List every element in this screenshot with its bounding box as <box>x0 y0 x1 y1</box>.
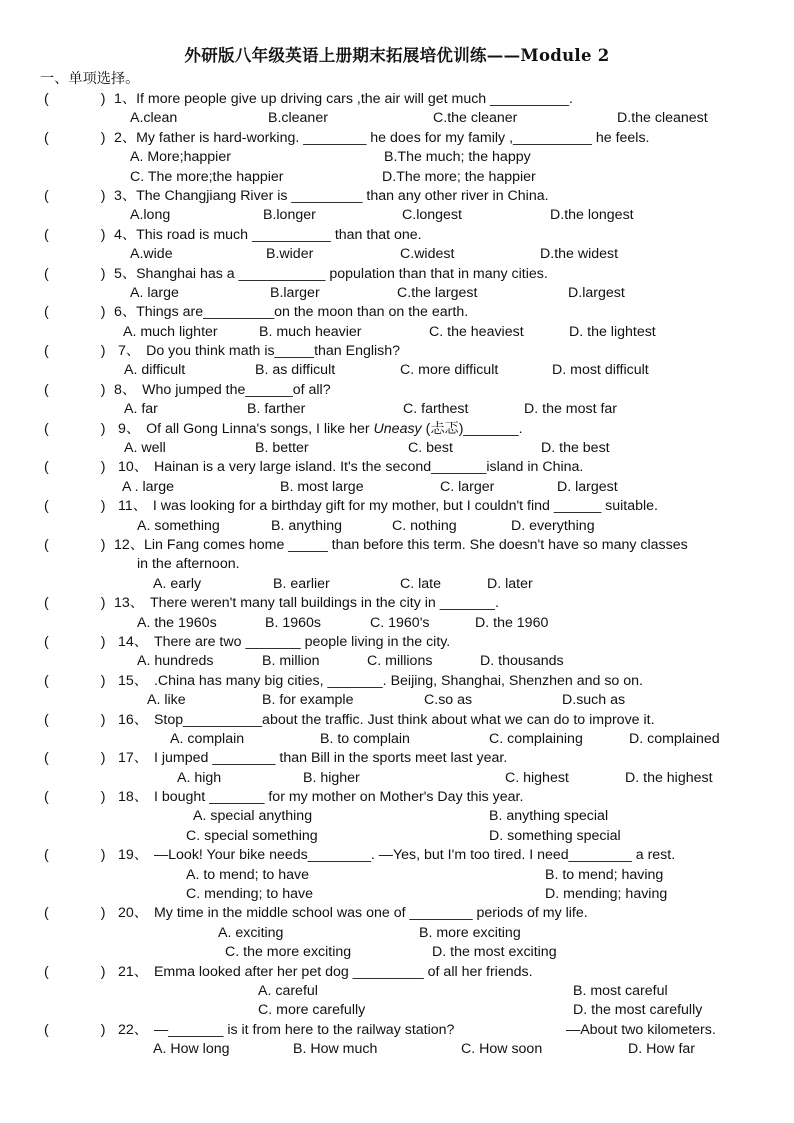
answer-option[interactable]: B. anything special <box>489 808 609 825</box>
question-item <box>0 226 794 265</box>
question-stem <box>114 536 688 555</box>
answer-option[interactable]: B. to mend; having <box>545 866 664 883</box>
question-text: .China has many big cities, _______. Beijing, Shanghai, Shenzhen and so on. <box>153 672 643 689</box>
options-row <box>0 652 794 671</box>
answer-option[interactable]: B. as difficult <box>255 362 336 379</box>
bracket-open: ( <box>44 595 49 612</box>
answer-bracket[interactable] <box>44 633 105 652</box>
question-item <box>0 536 794 594</box>
answer-option[interactable]: D.The more; the happier <box>382 168 536 185</box>
question-text: —_______ is it from here to the railway station? <box>153 1021 455 1038</box>
options-row <box>0 866 794 885</box>
question-item <box>0 90 794 129</box>
answer-option[interactable]: C. How soon <box>461 1041 543 1058</box>
question-text: The Changjiang River is _________ than any other river in China. <box>136 187 549 204</box>
question-text: My time in the middle school was one of ________ periods of my life. <box>153 905 588 922</box>
bracket-open: ( <box>44 672 49 689</box>
question-stem <box>114 265 548 284</box>
answer-option[interactable]: A. the 1960s <box>137 614 217 631</box>
question-text: I bought _______ for my mother on Mother's Day this year. <box>153 789 524 806</box>
answer-option[interactable]: D.the cleanest <box>617 110 708 127</box>
question-number: 8、 <box>114 381 137 398</box>
answer-option[interactable]: A.wide <box>130 246 173 263</box>
question-stem <box>118 749 507 768</box>
answer-option[interactable]: A. More;happier <box>130 149 231 166</box>
answer-option[interactable]: C. 1960's <box>370 614 430 631</box>
answer-bracket[interactable] <box>44 226 105 245</box>
answer-bracket[interactable] <box>44 711 105 730</box>
answer-bracket[interactable] <box>44 458 105 477</box>
answer-option[interactable]: A. large <box>130 284 179 301</box>
answer-option[interactable]: D. mending; having <box>545 886 668 903</box>
answer-option[interactable]: A. like <box>147 692 186 709</box>
answer-option[interactable]: C. special something <box>186 827 318 844</box>
question-list <box>0 90 794 1060</box>
question-number: 19、 <box>118 847 148 864</box>
answer-option[interactable]: D. the 1960 <box>475 614 549 631</box>
bracket-close: ) <box>100 633 106 650</box>
question-text: This road is much __________ than that one. <box>136 226 422 243</box>
bracket-close: ) <box>100 226 106 243</box>
question-stem <box>118 672 643 691</box>
question-number: 2、 <box>114 129 137 146</box>
song-title: Uneasy <box>373 420 422 437</box>
bracket-close: ) <box>100 129 106 146</box>
answer-option[interactable]: A. complain <box>170 730 245 747</box>
answer-bracket[interactable] <box>44 129 105 148</box>
answer-bracket[interactable] <box>44 497 105 516</box>
bracket-open: ( <box>44 847 49 864</box>
question-stem <box>114 381 331 400</box>
question-stem <box>118 497 658 516</box>
question-item <box>0 594 794 633</box>
answer-option[interactable]: D. How far <box>628 1041 696 1058</box>
bracket-close: ) <box>100 595 106 612</box>
question-number: 5、 <box>114 265 137 282</box>
question-item <box>0 711 794 750</box>
question-number: 9、 <box>118 420 141 437</box>
bracket-open: ( <box>44 129 49 146</box>
question-number: 7、 <box>118 343 141 360</box>
question-item <box>0 846 794 904</box>
answer-option[interactable]: B. anything <box>271 517 342 534</box>
answer-option[interactable]: D. the highest <box>625 769 713 786</box>
question-stem <box>118 904 588 923</box>
bracket-close: ) <box>100 536 106 553</box>
answer-bracket[interactable] <box>44 187 105 206</box>
question-number: 18、 <box>118 789 148 806</box>
answer-option[interactable]: A . large <box>122 478 175 495</box>
question-item <box>0 303 794 342</box>
answer-option[interactable]: A. careful <box>258 982 318 999</box>
answer-option[interactable]: C.widest <box>400 246 455 263</box>
options-row <box>0 109 794 128</box>
options-row <box>0 924 794 943</box>
question-item <box>0 788 794 846</box>
bracket-close: ) <box>100 963 106 980</box>
bracket-open: ( <box>44 304 49 321</box>
answer-bracket[interactable] <box>44 788 105 807</box>
bracket-open: ( <box>44 498 49 515</box>
answer-option[interactable]: D.such as <box>562 692 626 709</box>
question-item <box>0 458 794 497</box>
question-text: Hainan is a very large island. It's the second_______island in China. <box>153 459 584 476</box>
options-row <box>0 691 794 710</box>
question-text: I was looking for a birthday gift for my mother, but I couldn't find ______ suitable. <box>152 498 658 515</box>
question-number: 11、 <box>118 498 147 515</box>
question-number: 20、 <box>118 905 148 922</box>
question-text: Do you think math is_____than English? <box>146 343 401 360</box>
bracket-open: ( <box>44 187 49 204</box>
answer-option[interactable]: C. complaining <box>489 730 583 747</box>
question-text: Emma looked after her pet dog _________ of all her friends. <box>153 963 533 980</box>
answer-option[interactable]: B. farther <box>247 401 306 418</box>
answer-option[interactable]: B.larger <box>270 284 320 301</box>
answer-option[interactable]: C. more carefully <box>258 1002 366 1019</box>
answer-option[interactable]: C. more difficult <box>400 362 499 379</box>
answer-option[interactable]: A. far <box>124 401 158 418</box>
bracket-open: ( <box>44 536 49 553</box>
options-row <box>0 361 794 380</box>
question-number: 12、 <box>114 536 144 553</box>
answer-option[interactable]: D. everything <box>511 517 595 534</box>
options-row <box>0 400 794 419</box>
answer-option[interactable]: D. thousands <box>480 653 564 670</box>
question-number: 21、 <box>118 963 148 980</box>
question-text: Things are_________on the moon than on the earth. <box>136 304 469 321</box>
question-stem <box>118 963 533 982</box>
question-item <box>0 420 794 459</box>
answer-option[interactable]: D. the most carefully <box>573 1002 703 1019</box>
options-row <box>0 1040 794 1059</box>
answer-option[interactable]: C. The more;the happier <box>130 168 284 185</box>
answer-option[interactable]: A. difficult <box>124 362 186 379</box>
answer-bracket[interactable] <box>44 1021 105 1040</box>
question-text: My father is hard-working. ________ he does for my family ,__________ he feels. <box>136 129 650 146</box>
question-stem <box>118 633 450 652</box>
answer-option[interactable]: B. earlier <box>273 575 330 592</box>
options-row <box>0 730 794 749</box>
answer-option[interactable]: B.cleaner <box>268 110 328 127</box>
options-row <box>0 885 794 904</box>
question-number: 16、 <box>118 711 148 728</box>
answer-option[interactable]: C. late <box>400 575 442 592</box>
options-row <box>0 769 794 788</box>
answer-option[interactable]: B. better <box>255 440 309 457</box>
bracket-close: ) <box>100 265 106 282</box>
question-item <box>0 129 794 187</box>
answer-option[interactable]: D.the longest <box>550 207 634 224</box>
answer-bracket[interactable] <box>44 904 105 923</box>
question-text: Shanghai has a ___________ population than that in many cities. <box>136 265 548 282</box>
answer-option[interactable]: B. million <box>262 653 320 670</box>
bracket-open: ( <box>44 711 49 728</box>
answer-bracket[interactable] <box>44 90 105 109</box>
answer-option[interactable]: A. to mend; to have <box>186 866 310 883</box>
bracket-open: ( <box>44 265 49 282</box>
answer-option[interactable]: C.the cleaner <box>433 110 518 127</box>
question-stem <box>118 788 523 807</box>
answer-bracket[interactable] <box>44 303 105 322</box>
answer-reply: —About two kilometers. <box>566 1021 716 1038</box>
options-row <box>0 943 794 962</box>
question-item <box>0 342 794 381</box>
bracket-open: ( <box>44 381 49 398</box>
answer-option[interactable]: B. to complain <box>320 730 410 747</box>
answer-option[interactable]: C. larger <box>440 478 495 495</box>
question-stem <box>118 420 523 439</box>
question-item <box>0 187 794 226</box>
answer-option[interactable]: D. complained <box>629 730 720 747</box>
page-title: 外研版八年级英语上册期末拓展培优训练——Module 2 <box>184 46 610 65</box>
question-text: —Look! Your bike needs________. —Yes, but I'm too tired. I need________ a rest. <box>153 847 676 864</box>
answer-option[interactable]: C. farthest <box>403 401 469 418</box>
options-row <box>0 323 794 342</box>
answer-option[interactable]: C. millions <box>367 653 433 670</box>
answer-option[interactable]: B. higher <box>303 769 360 786</box>
options-row <box>0 284 794 303</box>
question-number: 6、 <box>114 304 137 321</box>
options-row <box>0 982 794 1001</box>
bracket-close: ) <box>100 91 106 107</box>
bracket-close: ) <box>100 498 106 515</box>
answer-option[interactable]: B. for example <box>262 692 354 709</box>
question-text-continued: in the afternoon. <box>137 556 240 573</box>
answer-option[interactable]: A. high <box>177 769 222 786</box>
answer-option[interactable]: B.wider <box>266 246 314 263</box>
question-stem <box>114 129 650 148</box>
answer-bracket[interactable] <box>44 536 105 555</box>
answer-option[interactable]: C. nothing <box>392 517 457 534</box>
bracket-open: ( <box>44 633 49 650</box>
bracket-close: ) <box>100 711 106 728</box>
answer-bracket[interactable] <box>44 963 105 982</box>
bracket-open: ( <box>44 963 49 980</box>
answer-option[interactable]: A. How long <box>153 1041 230 1058</box>
bracket-close: ) <box>100 750 106 767</box>
question-stem <box>114 303 468 322</box>
question-item <box>0 963 794 1021</box>
bracket-close: ) <box>100 789 106 806</box>
bracket-open: ( <box>44 459 49 476</box>
answer-option[interactable]: D. the best <box>541 440 610 457</box>
question-text: Who jumped the______of all? <box>142 381 331 398</box>
answer-option[interactable]: D.the widest <box>540 246 619 263</box>
answer-option[interactable]: B.longer <box>263 207 316 224</box>
question-text: Of all Gong Linna's songs, I like her <box>146 420 374 437</box>
question-item <box>0 381 794 420</box>
question-text: Lin Fang comes home _____ than before this term. She doesn't have so many classes <box>143 536 688 553</box>
answer-option[interactable]: A.long <box>130 207 171 224</box>
answer-option[interactable]: C. the more exciting <box>225 944 352 961</box>
question-number: 4、 <box>114 226 137 243</box>
answer-option[interactable]: A. something <box>137 517 220 534</box>
answer-option[interactable]: D.largest <box>568 284 625 301</box>
answer-option[interactable]: C.so as <box>424 692 473 709</box>
answer-option[interactable]: D. the most far <box>524 401 618 418</box>
options-row <box>0 575 794 594</box>
question-text-tail: (忐忑)_______. <box>421 420 523 437</box>
answer-option[interactable]: A. well <box>124 440 166 457</box>
bracket-open: ( <box>44 1021 49 1038</box>
question-number: 15、 <box>118 672 148 689</box>
options-row <box>0 1001 794 1020</box>
bracket-close: ) <box>100 304 106 321</box>
answer-option[interactable]: D. something special <box>489 827 621 844</box>
question-item <box>0 672 794 711</box>
question-stem <box>118 711 655 730</box>
bracket-open: ( <box>44 905 49 922</box>
options-row <box>0 168 794 187</box>
bracket-open: ( <box>44 420 49 437</box>
answer-option[interactable]: A. exciting <box>218 924 284 941</box>
answer-bracket[interactable] <box>44 846 105 865</box>
answer-option[interactable]: A. early <box>153 575 202 592</box>
bracket-close: ) <box>100 847 106 864</box>
options-row <box>0 517 794 536</box>
answer-bracket[interactable] <box>44 420 105 439</box>
answer-option[interactable]: B. most careful <box>573 982 668 999</box>
answer-option[interactable]: A. special anything <box>193 808 313 825</box>
bracket-open: ( <box>44 750 49 767</box>
bracket-close: ) <box>100 420 106 437</box>
question-stem <box>118 458 583 477</box>
answer-option[interactable]: C. the heaviest <box>429 323 524 340</box>
options-row <box>0 439 794 458</box>
question-stem <box>114 187 549 206</box>
question-stem <box>118 846 675 865</box>
options-row <box>0 206 794 225</box>
answer-option[interactable]: B. 1960s <box>265 614 322 631</box>
answer-option[interactable]: B. most large <box>280 478 364 495</box>
question-text: If more people give up driving cars ,the air will get much __________. <box>136 91 573 107</box>
answer-option[interactable]: A. hundreds <box>137 653 214 670</box>
question-number: 3、 <box>114 187 137 204</box>
question-number: 17、 <box>118 750 148 767</box>
answer-bracket[interactable] <box>44 594 105 613</box>
bracket-open: ( <box>44 226 49 243</box>
answer-option[interactable]: D. the lightest <box>569 323 656 340</box>
answer-bracket[interactable] <box>44 265 105 284</box>
question-text: I jumped ________ than Bill in the sports meet last year. <box>153 750 508 767</box>
answer-option[interactable]: D. largest <box>557 478 618 495</box>
answer-option[interactable]: C. highest <box>505 769 569 786</box>
bracket-close: ) <box>100 381 106 398</box>
answer-option[interactable]: B. How much <box>293 1041 378 1058</box>
answer-option[interactable]: C.the largest <box>397 284 478 301</box>
bracket-open: ( <box>44 91 49 107</box>
answer-bracket[interactable] <box>44 672 105 691</box>
options-row <box>0 827 794 846</box>
bracket-close: ) <box>100 187 106 204</box>
question-text: There are two _______ people living in the city. <box>153 633 451 650</box>
answer-option[interactable]: D. later <box>487 575 533 592</box>
answer-option[interactable]: B. much heavier <box>259 323 362 340</box>
section-heading: 一、单项选择。 <box>40 71 140 87</box>
answer-option[interactable]: B. more exciting <box>419 924 521 941</box>
question-number: 1、 <box>114 91 137 107</box>
question-text: There weren't many tall buildings in the city in _______. <box>149 595 499 612</box>
options-row <box>0 245 794 264</box>
question-item <box>0 497 794 536</box>
question-item <box>0 633 794 672</box>
answer-option[interactable]: C. best <box>408 440 453 457</box>
question-stem <box>118 1021 454 1040</box>
answer-option[interactable]: A.clean <box>130 110 178 127</box>
question-number: 13、 <box>114 595 144 612</box>
question-number: 10、 <box>118 459 148 476</box>
answer-option[interactable]: A. much lighter <box>123 323 218 340</box>
question-stem <box>114 90 573 109</box>
options-row <box>0 807 794 826</box>
question-stem <box>114 226 422 245</box>
answer-option[interactable]: C.longest <box>402 207 462 224</box>
bracket-close: ) <box>100 905 106 922</box>
answer-bracket[interactable] <box>44 381 105 400</box>
bracket-open: ( <box>44 343 49 360</box>
question-text: Stop__________about the traffic. Just think about what we can do to improve it. <box>153 711 655 728</box>
question-item <box>0 1021 794 1060</box>
bracket-close: ) <box>100 343 106 360</box>
question-stem <box>114 594 499 613</box>
bracket-close: ) <box>100 459 106 476</box>
question-item <box>0 904 794 962</box>
bracket-close: ) <box>100 672 106 689</box>
options-row <box>0 148 794 167</box>
answer-option[interactable]: C. mending; to have <box>186 886 313 903</box>
answer-option[interactable]: D. the most exciting <box>432 944 557 961</box>
answer-option[interactable]: D. most difficult <box>552 362 649 379</box>
answer-bracket[interactable] <box>44 342 105 361</box>
answer-option[interactable]: B.The much; the happy <box>384 149 531 166</box>
options-row <box>0 614 794 633</box>
answer-bracket[interactable] <box>44 749 105 768</box>
question-number: 14、 <box>118 633 148 650</box>
bracket-close: ) <box>100 1021 106 1038</box>
question-stem <box>118 342 400 361</box>
options-row <box>0 478 794 497</box>
question-number: 22、 <box>118 1021 148 1038</box>
bracket-open: ( <box>44 789 49 806</box>
question-item <box>0 265 794 304</box>
question-item <box>0 749 794 788</box>
